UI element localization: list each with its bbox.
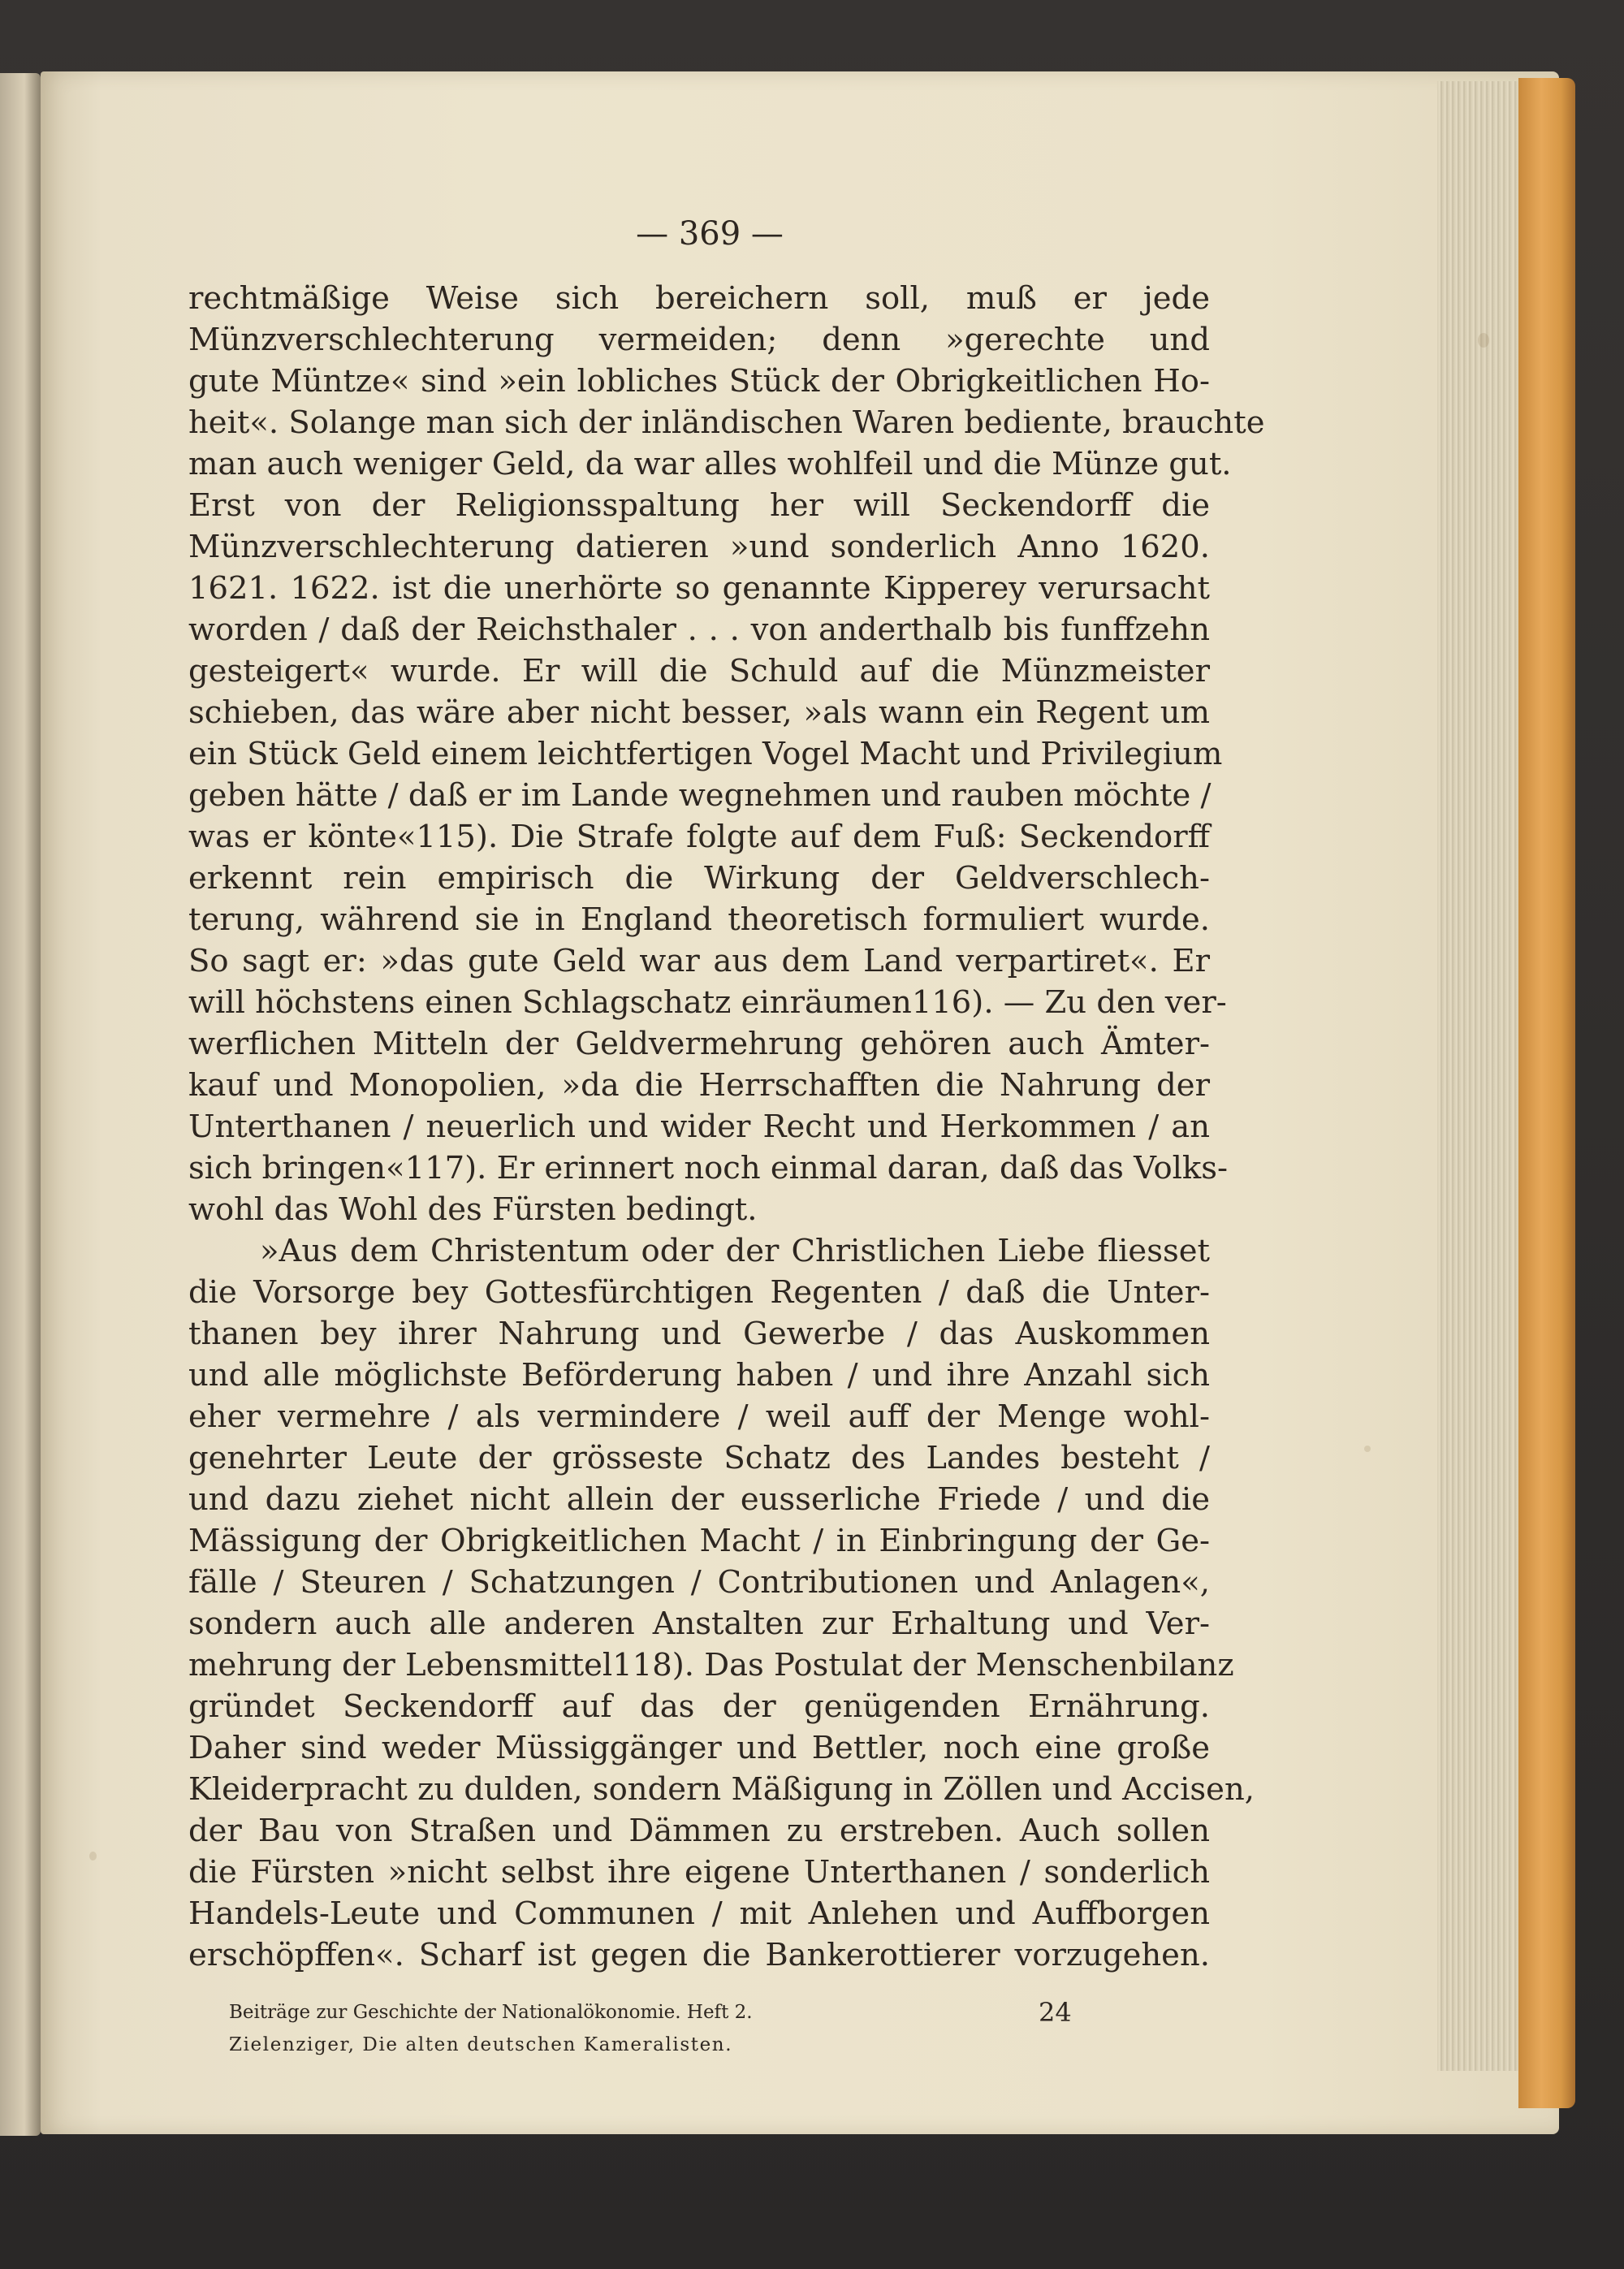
page-stack-edge xyxy=(1437,81,1518,2071)
signature-mark: 24 xyxy=(1039,1997,1072,2028)
paper-spot xyxy=(89,1852,97,1861)
text-line: eher vermehre / als vermindere / weil auff der Menge wohl- xyxy=(188,1398,1210,1435)
text-line: sich bringen«117). Er erinnert noch einmal daran, daß das Volks- xyxy=(188,1150,1229,1186)
text-line: sondern auch alle anderen Anstalten zur Erhaltung und Ver- xyxy=(188,1606,1210,1642)
text-line: Daher sind weder Müssiggänger und Bettler, noch eine große xyxy=(188,1730,1210,1766)
book-cover-edge xyxy=(1518,78,1575,2108)
text-line: mehrung der Lebensmittel118). Das Postulat der Menschenbilanz xyxy=(188,1647,1234,1683)
footer-author-line: Zielenziger, Die alten deutschen Kameralisten. xyxy=(229,2034,733,2055)
text-line: fälle / Steuren / Schatzungen / Contributionen und Anlagen«, xyxy=(188,1564,1210,1601)
text-line: genehrter Leute der grösseste Schatz des Landes besteht / xyxy=(188,1440,1210,1476)
text-line: Mässigung der Obrigkeitlichen Macht / in Einbringung der Ge- xyxy=(188,1523,1210,1559)
paper-spot xyxy=(1478,333,1489,348)
text-line: schieben, das wäre aber nicht besser, »als wann ein Regent um xyxy=(188,694,1210,731)
text-line: die Vorsorge bey Gottesfürchtigen Regenten / daß die Unter- xyxy=(188,1274,1210,1311)
page-content xyxy=(188,215,1265,1976)
text-line: So sagt er: »das gute Geld war aus dem Land verpartiret«. Er xyxy=(188,943,1210,979)
text-line: geben hätte / daß er im Lande wegnehmen und rauben möchte / xyxy=(188,777,1212,814)
text-line: rechtmäßige Weise sich bereichern soll, muß er jede xyxy=(188,280,1210,317)
text-line: ein Stück Geld einem leichtfertigen Vogel Macht und Privilegium xyxy=(188,736,1223,772)
footer-series-line: Beiträge zur Geschichte der Nationalökonomie. Heft 2. xyxy=(229,2002,753,2023)
text-line: will höchstens einen Schlagschatz einräumen116). — Zu den ver- xyxy=(188,984,1227,1021)
text-line: terung, während sie in England theoretisch formuliert wurde. xyxy=(188,901,1210,938)
text-line: der Bau von Straßen und Dämmen zu erstreben. Auch sollen xyxy=(188,1813,1210,1849)
previous-page-edge xyxy=(0,73,41,2136)
text-line: thanen bey ihrer Nahrung und Gewerbe / das Auskommen xyxy=(188,1316,1210,1352)
text-line: was er könte«115). Die Strafe folgte auf dem Fuß: Seckendorff xyxy=(188,819,1210,855)
text-line: Handels-Leute und Communen / mit Anlehen und Auffborgen xyxy=(188,1895,1210,1932)
text-line: Münzverschlechterung datieren »und sonderlich Anno 1620. xyxy=(188,529,1210,565)
text-line: gesteigert« wurde. Er will die Schuld auf die Münzmeister xyxy=(188,653,1210,689)
text-line: Münzverschlechterung vermeiden; denn »gerechte und xyxy=(188,322,1210,358)
paragraph-first-line: »Aus dem Christentum oder der Christlichen Liebe fliesset xyxy=(260,1233,1210,1269)
text-line: und dazu ziehet nicht allein der eusserliche Friede / und die xyxy=(188,1481,1210,1518)
text-line: Kleiderpracht zu dulden, sondern Mäßigung in Zöllen und Accisen, xyxy=(188,1771,1255,1808)
text-line: werflichen Mitteln der Geldvermehrung gehören auch Ämter- xyxy=(188,1026,1210,1062)
paper-spot xyxy=(1364,1446,1371,1452)
text-line: Erst von der Religionsspaltung her will Seckendorff die xyxy=(188,487,1210,524)
text-line: und alle möglichste Beförderung haben / und ihre Anzahl sich xyxy=(188,1357,1210,1394)
paragraph-last-line: wohl das Wohl des Fürsten bedingt. xyxy=(188,1191,758,1228)
text-line: heit«. Solange man sich der inländischen Waren bediente, brauchte xyxy=(188,404,1265,441)
page-number: — 369 — xyxy=(636,215,784,253)
text-line: man auch weniger Geld, da war alles wohlfeil und die Münze gut. xyxy=(188,446,1232,482)
page-footer xyxy=(229,1996,1090,2061)
text-line: die Fürsten »nicht selbst ihre eigene Unterthanen / sonderlich xyxy=(188,1854,1210,1891)
text-line: kauf und Monopolien, »da die Herrschafften die Nahrung der xyxy=(188,1067,1210,1104)
body-text xyxy=(188,278,1265,1976)
text-line: gründet Seckendorff auf das der genügenden Ernährung. xyxy=(188,1688,1210,1725)
text-line: 1621. 1622. ist die unerhörte so genannte Kipperey verursacht xyxy=(188,570,1210,607)
text-line: erschöpffen«. Scharf ist gegen die Bankerottierer vorzugehen. xyxy=(188,1937,1210,1973)
text-line: worden / daß der Reichsthaler . . . von anderthalb bis funffzehn xyxy=(188,612,1210,648)
text-line: Unterthanen / neuerlich und wider Recht und Herkommen / an xyxy=(188,1109,1210,1145)
text-line: gute Müntze« sind »ein lobliches Stück der Obrigkeitlichen Ho- xyxy=(188,363,1210,400)
text-line: erkennt rein empirisch die Wirkung der Geldverschlech- xyxy=(188,860,1210,897)
